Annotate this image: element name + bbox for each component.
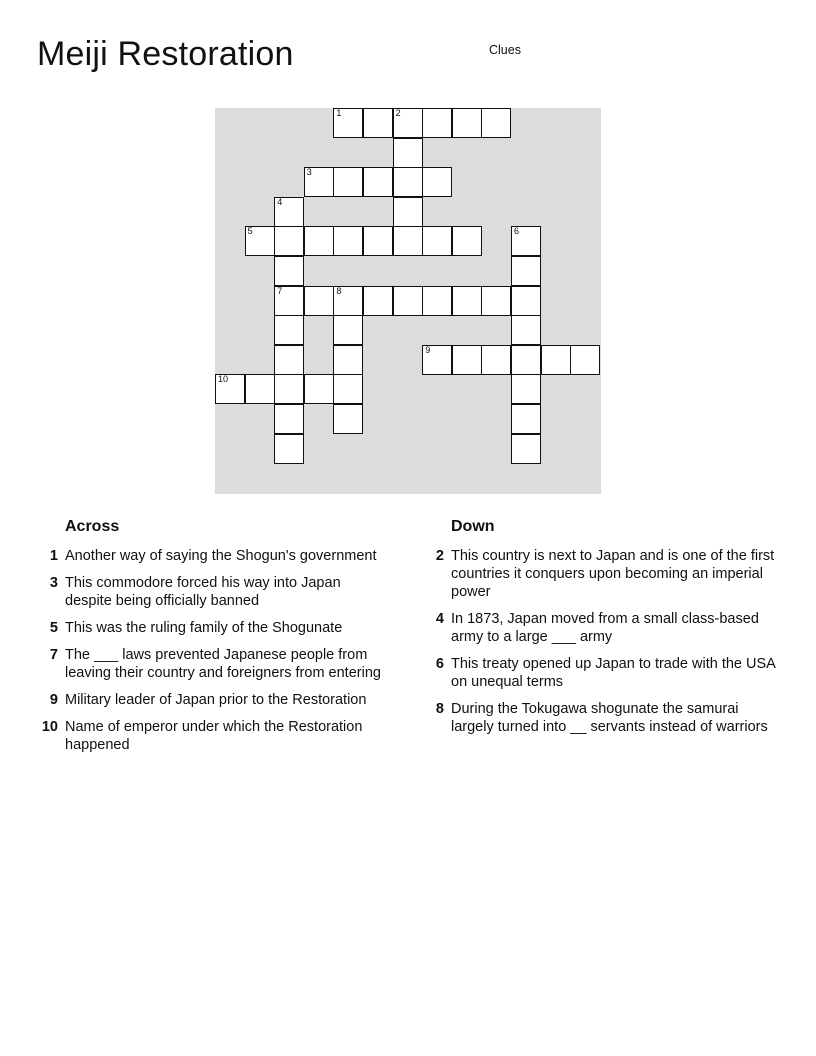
crossword-cell[interactable] bbox=[274, 286, 304, 316]
cell-number: 4 bbox=[277, 196, 283, 207]
crossword-grid bbox=[215, 108, 601, 494]
crossword-cell[interactable] bbox=[393, 226, 423, 256]
crossword-cell[interactable] bbox=[304, 167, 334, 197]
crossword-cell[interactable] bbox=[452, 108, 482, 138]
crossword-cell[interactable] bbox=[511, 345, 541, 375]
crossword-cell[interactable] bbox=[363, 226, 393, 256]
crossword-cell[interactable] bbox=[215, 374, 245, 404]
crossword-cell[interactable] bbox=[511, 404, 541, 434]
cell-number: 2 bbox=[395, 108, 401, 118]
crossword-cell[interactable] bbox=[333, 345, 363, 375]
crossword-cell[interactable] bbox=[452, 226, 482, 256]
crossword-cell[interactable] bbox=[452, 345, 482, 375]
across-clue-1 bbox=[38, 547, 383, 565]
clue-text: In 1873, Japan moved from a small class-based army to a large ___ army bbox=[451, 611, 759, 645]
crossword-cell[interactable] bbox=[304, 286, 334, 316]
clue-text: The ___ laws prevented Japanese people from leaving their country and foreigners from entering bbox=[65, 647, 381, 681]
crossword-cell[interactable] bbox=[511, 256, 541, 286]
clue-text: This was the ruling family of the Shogunate bbox=[65, 620, 343, 636]
crossword-cell[interactable] bbox=[511, 226, 541, 256]
crossword-cell[interactable] bbox=[481, 345, 511, 375]
clue-number: 4 bbox=[435, 611, 444, 627]
across-clues bbox=[38, 517, 383, 763]
clue-number: 1 bbox=[49, 548, 58, 564]
down-clue-2 bbox=[424, 547, 779, 601]
crossword-cell[interactable] bbox=[274, 197, 304, 227]
crossword-cell[interactable] bbox=[422, 345, 452, 375]
crossword-cell[interactable] bbox=[511, 434, 541, 464]
cell-number: 6 bbox=[514, 226, 520, 237]
clue-text: This commodore forced his way into Japan despite being officially banned bbox=[65, 575, 341, 609]
down-clue-6 bbox=[424, 655, 779, 691]
clue-text: Another way of saying the Shogun's government bbox=[65, 548, 377, 564]
crossword-cell[interactable] bbox=[333, 108, 363, 138]
crossword-cell[interactable] bbox=[304, 226, 334, 256]
crossword-cell[interactable] bbox=[333, 404, 363, 434]
across-clue-5 bbox=[38, 619, 383, 637]
clue-number: 6 bbox=[435, 656, 444, 672]
crossword-cell[interactable] bbox=[363, 108, 393, 138]
clue-number: 7 bbox=[49, 647, 58, 663]
crossword-cell[interactable] bbox=[393, 167, 423, 197]
cell-number: 1 bbox=[336, 108, 342, 118]
across-clue-9 bbox=[38, 691, 383, 709]
crossword-cell[interactable] bbox=[481, 108, 511, 138]
crossword-cell[interactable] bbox=[511, 286, 541, 316]
crossword-cell[interactable] bbox=[274, 226, 304, 256]
cell-number: 8 bbox=[336, 285, 342, 296]
down-clue-8 bbox=[424, 700, 779, 736]
across-heading: Across bbox=[65, 518, 120, 535]
cell-number: 9 bbox=[425, 344, 431, 355]
crossword-cell[interactable] bbox=[541, 345, 571, 375]
cell-number: 10 bbox=[218, 374, 229, 385]
across-clue-3 bbox=[38, 574, 383, 610]
crossword-cell[interactable] bbox=[422, 167, 452, 197]
crossword-cell[interactable] bbox=[304, 374, 334, 404]
clue-text: This country is next to Japan and is one of the first countries it conquers upon becoming an imperial power bbox=[451, 548, 775, 600]
clue-number: 5 bbox=[49, 620, 58, 636]
crossword-cell[interactable] bbox=[511, 315, 541, 345]
clue-text: During the Tokugawa shogunate the samurai largely turned into __ servants instead of warriors bbox=[451, 701, 768, 735]
clues-subtitle: Clues bbox=[489, 43, 521, 57]
crossword-cell[interactable] bbox=[393, 197, 423, 227]
down-clue-4 bbox=[424, 610, 779, 646]
crossword-cell[interactable] bbox=[333, 315, 363, 345]
crossword-cell[interactable] bbox=[333, 226, 363, 256]
crossword-cell[interactable] bbox=[393, 108, 423, 138]
clue-number: 9 bbox=[49, 692, 58, 708]
crossword-cell[interactable] bbox=[333, 374, 363, 404]
crossword-cell[interactable] bbox=[570, 345, 600, 375]
crossword-cell[interactable] bbox=[422, 286, 452, 316]
crossword-cell[interactable] bbox=[511, 374, 541, 404]
down-heading: Down bbox=[451, 518, 495, 535]
cell-number: 3 bbox=[306, 167, 312, 178]
crossword-cell[interactable] bbox=[245, 226, 275, 256]
down-clues bbox=[424, 517, 779, 745]
clue-text: Name of emperor under which the Restoration happened bbox=[65, 719, 363, 753]
crossword-cell[interactable] bbox=[274, 404, 304, 434]
crossword-cell[interactable] bbox=[363, 286, 393, 316]
crossword-cell[interactable] bbox=[393, 286, 423, 316]
page-title: Meiji Restoration bbox=[37, 35, 294, 73]
crossword-cell[interactable] bbox=[452, 286, 482, 316]
cell-number: 5 bbox=[247, 226, 253, 237]
cell-number: 7 bbox=[277, 285, 283, 296]
across-clue-7 bbox=[38, 646, 383, 682]
crossword-cell[interactable] bbox=[422, 226, 452, 256]
crossword-cell[interactable] bbox=[333, 286, 363, 316]
crossword-cell[interactable] bbox=[274, 345, 304, 375]
clue-text: This treaty opened up Japan to trade with the USA on unequal terms bbox=[451, 656, 776, 690]
clue-number: 8 bbox=[435, 701, 444, 717]
crossword-cell[interactable] bbox=[274, 256, 304, 286]
crossword-cell[interactable] bbox=[481, 286, 511, 316]
across-clue-10 bbox=[38, 718, 383, 754]
crossword-cell[interactable] bbox=[333, 167, 363, 197]
crossword-cell[interactable] bbox=[393, 138, 423, 168]
crossword-cell[interactable] bbox=[363, 167, 393, 197]
crossword-cell[interactable] bbox=[245, 374, 275, 404]
crossword-cell[interactable] bbox=[274, 434, 304, 464]
clue-number: 3 bbox=[49, 575, 58, 591]
clue-text: Military leader of Japan prior to the Restoration bbox=[65, 692, 367, 708]
crossword-cell[interactable] bbox=[422, 108, 452, 138]
crossword-cell[interactable] bbox=[274, 374, 304, 404]
crossword-cell[interactable] bbox=[274, 315, 304, 345]
clue-number: 10 bbox=[41, 719, 58, 735]
clue-number: 2 bbox=[435, 548, 444, 564]
